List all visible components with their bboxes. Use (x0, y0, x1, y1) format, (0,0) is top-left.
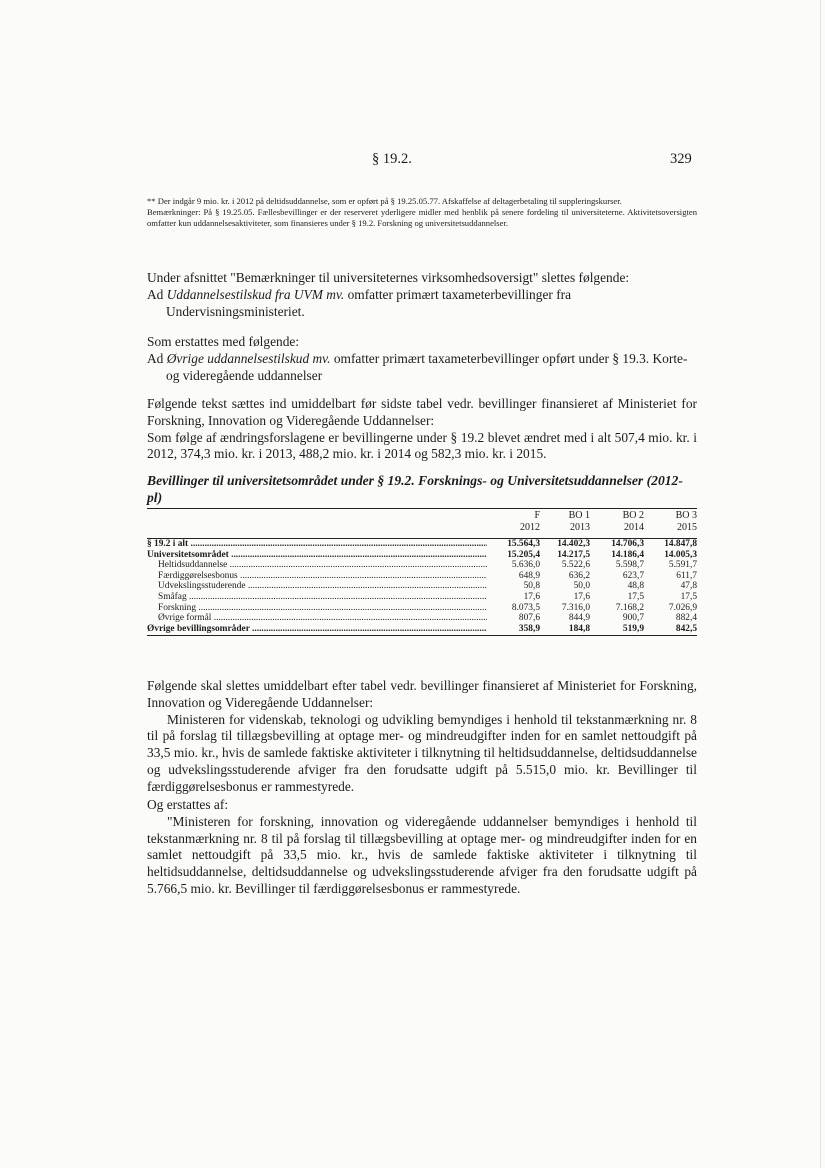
insertion-para-2: Som følge af ændringsforslagene er bevillingerne under § 19.2 blevet ændret med i alt 507,4 mio. kr. i 2012, 374,3 mio. kr. i 2013, 488,2 mio. kr. i 2014 og 582,3 mio. kr. i 2015. (147, 429, 697, 462)
row-value: 882,4 (675, 613, 697, 624)
section-deletion (147, 270, 697, 320)
row-value: 7.026,9 (668, 602, 697, 613)
row-value: 900,7 (622, 613, 644, 624)
table-title: Bevillinger til universitetsområdet under § 19.2. Forsknings- og Universitetsuddannelser (2012-pl) (147, 473, 683, 505)
footnote-1: ** Der indgår 9 mio. kr. i 2012 på deltidsuddannelse, som er opført på § 19.25.05.77. Afskaffelse af deltagerbetaling til suppleringskurser. (147, 196, 622, 206)
row-value: 47,8 (680, 581, 697, 592)
column-header-f-2012: F 2012 (520, 510, 540, 533)
replace-intro: Og erstattes af: (147, 797, 229, 812)
table-bottom-rule (147, 635, 697, 636)
row-value: 648,9 (518, 570, 540, 581)
row-value: 5.598,7 (615, 560, 644, 571)
table-body (147, 539, 697, 634)
table-row (147, 539, 697, 550)
column-header-bo2-2014: BO 2 2014 (622, 510, 644, 533)
table-row (147, 560, 697, 571)
footnotes (147, 196, 697, 228)
table-row (147, 581, 697, 592)
row-label: Udvekslingsstuderende ..... (147, 581, 487, 592)
row-value: 14.005,3 (664, 549, 697, 560)
row-value: 17,5 (627, 591, 644, 602)
ad-rest: omfatter primært taxameterbevillinger opført under § 19.3. Korte- og videregående uddannelser (166, 350, 688, 383)
row-value: 14.217,5 (557, 549, 590, 560)
row-value: 5.636,0 (511, 560, 540, 571)
row-value: 15.205,4 (507, 549, 540, 560)
page-number: 329 (670, 151, 692, 167)
row-label: Småfag ..... (147, 592, 487, 603)
insertion-para-1: Følgende tekst sættes ind umiddelbart før sidste tabel vedr. bevillinger finansieret af Ministeriet for Forskning, Innovation og Videregående Uddannelser: (147, 396, 697, 428)
column-header-bo3-2015: BO 3 2015 (675, 510, 697, 533)
ad-italic-term: Øvrige uddannelsestilskud mv. (166, 350, 331, 366)
replace-quoted-text: "Ministeren for forskning, innovation og videregående uddannelser bemyndiges i henhold til tekstanmærkning nr. 8 til på forslag til tillægsbevilling at optage mer- og mindreudgifter inden for en samlet nettoudgift på 33,5 mio. kr., hvis de samlede faktiske aktiviteter i tilknytning til heltidsuddannelse, deltidsuddannelse og udvekslingsstuderende afviger fra den forudsatte udgift på 5.766,5 mio. kr. Bevillinger til færdiggørelsesbonus er rammestyrede. (147, 813, 697, 896)
table-row (147, 571, 697, 582)
row-value: 519,9 (622, 623, 644, 634)
row-value: 184,8 (568, 623, 590, 634)
section-header: § 19.2. (372, 151, 412, 167)
row-value: 50,0 (573, 581, 590, 592)
row-value: 844,9 (568, 613, 590, 624)
replacement-ad-paragraph (147, 351, 697, 385)
section-replacement (147, 334, 697, 384)
row-label: Forskning ..... (147, 603, 487, 614)
row-value: 17,5 (680, 591, 697, 602)
row-value: 611,7 (676, 570, 697, 581)
row-value: 807,6 (518, 613, 540, 624)
row-label: Øvrige formål ..... (147, 613, 487, 624)
scan-edge-line (820, 0, 821, 1168)
row-value: 17,6 (573, 591, 590, 602)
row-value: 358,9 (518, 623, 540, 634)
row-value: 14.402,3 (557, 539, 590, 549)
deletion-ad-paragraph (147, 287, 697, 321)
row-value: 14.847,8 (664, 539, 697, 549)
row-label: § 19.2 i alt ..... (147, 539, 487, 550)
footnote-2: Bemærkninger: På § 19.25.05. Fællesbevillinger er der reserveret yderligere midler med henblik på senere fordeling til universiteterne. Aktivitetsoversigten omfatter kun uddannelsesaktiviteter, som finansieres under § 19.2. Forskning og universitetsuddannelser. (147, 206, 697, 228)
row-label: Universitetsområdet ..... (147, 550, 487, 561)
row-value: 623,7 (622, 570, 644, 581)
row-value: 15.564,3 (507, 539, 540, 549)
deletion-intro: Under afsnittet "Bemærkninger til universiteternes virksomhedsoversigt" slettes følgende: (147, 270, 630, 285)
ad-prefix: Ad (147, 350, 167, 366)
replacement-intro: Som erstattes med følgende: (147, 334, 300, 349)
column-header-bo1-2013: BO 1 2013 (568, 510, 590, 533)
row-label: Heltidsuddannelse ..... (147, 560, 487, 571)
ad-prefix: Ad (147, 286, 167, 302)
delete-quoted-text: Ministeren for videnskab, teknologi og udvikling bemyndiges i henhold til tekstanmærkning nr. 8 til på forslag til tillægsbevilling at optage mer- og mindreudgifter inden for en samlet nettoudgift på 33,5 mio. kr., hvis de samlede faktiske aktiviteter i tilknytning til heltidsuddannelse, deltidsuddannelse og udvekslingsstuderende afviger fra den forudsatte udgift på 5.515,0 mio. kr. Bevillinger til færdiggørelsesbonus er rammestyrede. (147, 711, 697, 794)
row-value: 842,5 (675, 623, 697, 634)
row-value: 48,8 (627, 581, 644, 592)
section-replace-text (147, 797, 697, 898)
row-value: 14.706,3 (611, 539, 644, 549)
table-row (147, 603, 697, 614)
table-column-headers (147, 510, 697, 537)
row-label: Færdiggørelsesbonus ..... (147, 571, 487, 582)
table-row (147, 624, 697, 635)
ad-rest: omfatter primært taxameterbevillinger fra Undervisningsministeriet. (166, 286, 572, 319)
row-value: 14.186,4 (611, 549, 644, 560)
table-top-rule (147, 508, 697, 509)
row-value: 7.316,0 (561, 602, 590, 613)
row-value: 5.591,7 (668, 560, 697, 571)
section-delete-text (147, 678, 697, 796)
delete-intro: Følgende skal slettes umiddelbart efter tabel vedr. bevillinger finansieret af Ministeriet for Forskning, Innovation og Videregående Uddannelser: (147, 678, 697, 710)
table-row (147, 592, 697, 603)
table-row (147, 613, 697, 624)
ad-italic-term: Uddannelsestilskud fra UVM mv. (166, 286, 345, 302)
row-label: Øvrige bevillingsområder ..... (147, 624, 487, 635)
row-value: 5.522,6 (561, 560, 590, 571)
row-value: 636,2 (568, 570, 590, 581)
row-value: 8.073,5 (511, 602, 540, 613)
row-value: 50,8 (523, 581, 540, 592)
table-row (147, 550, 697, 561)
row-value: 17,6 (523, 591, 540, 602)
section-insertion (147, 396, 697, 463)
row-value: 7.168,2 (615, 602, 644, 613)
appropriations-table (147, 508, 697, 636)
